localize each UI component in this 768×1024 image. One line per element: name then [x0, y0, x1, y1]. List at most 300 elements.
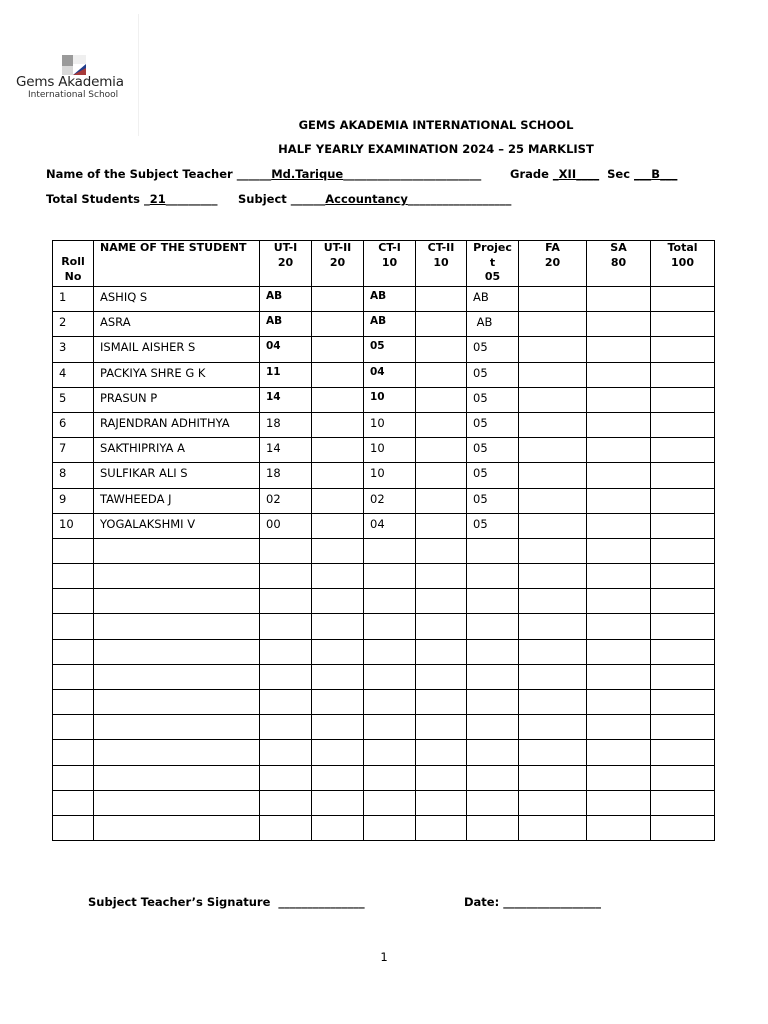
column-header: [260, 241, 312, 287]
table-cell: [416, 740, 467, 765]
table-cell: 05: [467, 387, 519, 412]
table-cell: SULFIKAR ALI S: [94, 463, 260, 488]
table-cell: [587, 513, 651, 538]
table-cell: [53, 690, 94, 715]
table-cell: [312, 790, 364, 815]
table-cell: [519, 287, 587, 312]
column-header-label: UT-II 20: [323, 241, 352, 269]
subject-line: [238, 192, 511, 206]
table-cell: [651, 387, 715, 412]
table-cell: [587, 538, 651, 563]
table-cell: [312, 740, 364, 765]
table-cell: AB: [467, 287, 519, 312]
table-body: [53, 287, 715, 841]
table-cell: [94, 564, 260, 589]
table-cell: [312, 639, 364, 664]
table-cell: [260, 740, 312, 765]
exam-title: HALF YEARLY EXAMINATION 2024 – 25 MARKLIST: [278, 142, 594, 156]
table-cell: [416, 412, 467, 437]
table-cell: [651, 589, 715, 614]
table-cell: [364, 715, 416, 740]
table-cell: [416, 790, 467, 815]
table-cell: [260, 790, 312, 815]
sec-blank-post: ___: [660, 167, 678, 181]
table-cell: [587, 362, 651, 387]
table-cell: [519, 589, 587, 614]
table-row: [53, 589, 715, 614]
table-cell: [467, 614, 519, 639]
table-cell: [94, 639, 260, 664]
total-value: 21: [149, 192, 166, 206]
table-cell: [519, 438, 587, 463]
column-header: [94, 241, 260, 287]
table-cell: 10: [364, 387, 416, 412]
table-cell: 02: [364, 488, 416, 513]
column-header: [651, 241, 715, 287]
table-header-row: [53, 241, 715, 287]
logo-name: Gems Akademia: [16, 74, 124, 90]
table-cell: [364, 815, 416, 840]
table-cell: [651, 538, 715, 563]
teacher-blank-post: ________________________: [343, 167, 482, 181]
table-cell: [519, 765, 587, 790]
table-cell: [94, 614, 260, 639]
table-cell: [416, 538, 467, 563]
column-header-label: Roll No: [61, 255, 85, 283]
table-cell: 00: [260, 513, 312, 538]
table-cell: [312, 715, 364, 740]
column-header-label: FA 20: [544, 241, 561, 269]
table-row: [53, 387, 715, 412]
table-cell: [519, 740, 587, 765]
table-cell: [416, 765, 467, 790]
table-cell: [312, 815, 364, 840]
table-cell: [467, 538, 519, 563]
table-cell: [416, 690, 467, 715]
marklist-table: [52, 240, 715, 841]
table-cell: [312, 463, 364, 488]
column-header-label: Total 100: [667, 241, 698, 269]
sec-blank-pre: ___: [634, 167, 652, 181]
table-cell: [467, 564, 519, 589]
table-cell: [416, 488, 467, 513]
column-header: [364, 241, 416, 287]
table-cell: [416, 362, 467, 387]
table-cell: 1: [53, 287, 94, 312]
table-cell: [519, 488, 587, 513]
table-cell: [587, 337, 651, 362]
table-row: [53, 790, 715, 815]
grade-value: XII: [558, 167, 577, 181]
teacher-blank-pre: ______: [236, 167, 272, 181]
table-cell: [519, 690, 587, 715]
table-cell: [519, 664, 587, 689]
column-header: [416, 241, 467, 287]
table-cell: [260, 690, 312, 715]
table-cell: 05: [467, 488, 519, 513]
table-cell: [519, 387, 587, 412]
table-cell: [416, 639, 467, 664]
table-cell: [651, 513, 715, 538]
table-cell: [94, 664, 260, 689]
table-cell: [519, 412, 587, 437]
table-cell: 10: [53, 513, 94, 538]
subject-blank-post: __________________: [407, 192, 512, 206]
table-cell: 05: [364, 337, 416, 362]
table-row: [53, 488, 715, 513]
table-cell: [416, 287, 467, 312]
table-cell: 8: [53, 463, 94, 488]
table-cell: 10: [364, 463, 416, 488]
table-cell: [312, 362, 364, 387]
table-cell: [587, 564, 651, 589]
table-cell: [651, 614, 715, 639]
table-cell: [587, 715, 651, 740]
table-cell: [587, 740, 651, 765]
column-header-label: SA 80: [610, 241, 627, 269]
table-cell: 10: [364, 438, 416, 463]
table-cell: [312, 765, 364, 790]
table-cell: [467, 589, 519, 614]
table-cell: [651, 488, 715, 513]
column-header: [312, 241, 364, 287]
table-cell: [587, 312, 651, 337]
table-cell: [260, 538, 312, 563]
table-cell: YOGALAKSHMI V: [94, 513, 260, 538]
table-cell: [364, 589, 416, 614]
table-cell: 18: [260, 463, 312, 488]
table-cell: [364, 690, 416, 715]
table-row: [53, 412, 715, 437]
table-cell: [312, 337, 364, 362]
table-row: [53, 614, 715, 639]
table-cell: [312, 488, 364, 513]
table-cell: [416, 463, 467, 488]
table-cell: 05: [467, 337, 519, 362]
table-cell: [53, 589, 94, 614]
subject-label: Subject: [238, 192, 287, 206]
table-cell: 10: [364, 412, 416, 437]
page-number: 1: [380, 950, 388, 964]
date-label: Date:: [464, 895, 500, 909]
table-cell: [651, 412, 715, 437]
table-cell: [587, 589, 651, 614]
table-cell: [519, 312, 587, 337]
table-cell: [416, 312, 467, 337]
table-row: [53, 690, 715, 715]
table-cell: [94, 589, 260, 614]
table-cell: [467, 765, 519, 790]
table-cell: [260, 614, 312, 639]
table-cell: [260, 589, 312, 614]
table-cell: [364, 538, 416, 563]
table-cell: [651, 463, 715, 488]
column-header-label: Projec t 05: [473, 241, 512, 283]
table-cell: 04: [260, 337, 312, 362]
table-cell: [260, 715, 312, 740]
table-cell: 04: [364, 513, 416, 538]
table-cell: [53, 564, 94, 589]
table-row: [53, 564, 715, 589]
table-cell: [94, 690, 260, 715]
table-cell: [364, 639, 416, 664]
table-cell: 6: [53, 412, 94, 437]
table-cell: 05: [467, 513, 519, 538]
table-cell: 05: [467, 438, 519, 463]
table-cell: 7: [53, 438, 94, 463]
table-cell: [416, 337, 467, 362]
sec-value: B: [651, 167, 661, 181]
table-cell: [651, 765, 715, 790]
table-cell: ASHIQ S: [94, 287, 260, 312]
subject-value: Accountancy: [325, 192, 408, 206]
table-cell: [94, 538, 260, 563]
table-cell: [260, 639, 312, 664]
column-header: [53, 241, 94, 287]
table-cell: [94, 765, 260, 790]
logo-subtitle: International School: [28, 90, 119, 100]
table-cell: [587, 438, 651, 463]
table-cell: [467, 715, 519, 740]
table-cell: AB: [260, 287, 312, 312]
table-cell: [651, 337, 715, 362]
table-cell: [53, 790, 94, 815]
table-cell: [651, 564, 715, 589]
table-cell: AB: [260, 312, 312, 337]
table-cell: [587, 387, 651, 412]
table-row: [53, 815, 715, 840]
table-cell: PRASUN P: [94, 387, 260, 412]
table-cell: [53, 639, 94, 664]
table-row: [53, 438, 715, 463]
table-cell: [587, 790, 651, 815]
table-cell: ASRA: [94, 312, 260, 337]
table-cell: 18: [260, 412, 312, 437]
table-row: [53, 287, 715, 312]
table-cell: [587, 614, 651, 639]
table-row: [53, 639, 715, 664]
table-cell: [519, 614, 587, 639]
table-cell: 02: [260, 488, 312, 513]
column-header: [467, 241, 519, 287]
table-cell: [587, 664, 651, 689]
grade-blank-pre: _: [552, 167, 559, 181]
table-cell: [651, 740, 715, 765]
table-cell: [312, 438, 364, 463]
table-cell: [587, 412, 651, 437]
table-cell: [587, 690, 651, 715]
column-header-label: NAME OF THE STUDENT: [100, 241, 247, 254]
table-cell: [94, 715, 260, 740]
table-cell: [312, 614, 364, 639]
total-blank-post: _________: [165, 192, 218, 206]
table-cell: [651, 639, 715, 664]
table-cell: [467, 690, 519, 715]
table-cell: 14: [260, 438, 312, 463]
table-cell: SAKTHIPRIYA A: [94, 438, 260, 463]
table-cell: [53, 538, 94, 563]
table-cell: [53, 715, 94, 740]
table-cell: [94, 790, 260, 815]
table-cell: [312, 664, 364, 689]
table-cell: [416, 387, 467, 412]
date-line: _________________: [503, 895, 601, 909]
table-cell: [364, 790, 416, 815]
table-cell: [587, 765, 651, 790]
total-label: Total Students: [46, 192, 140, 206]
table-cell: [364, 614, 416, 639]
table-cell: 9: [53, 488, 94, 513]
table-row: [53, 765, 715, 790]
table-cell: [519, 538, 587, 563]
column-header: [587, 241, 651, 287]
table-cell: [467, 664, 519, 689]
column-header: [519, 241, 587, 287]
table-row: [53, 362, 715, 387]
table-cell: [651, 312, 715, 337]
table-row: [53, 664, 715, 689]
table-row: [53, 538, 715, 563]
table-cell: 05: [467, 463, 519, 488]
table-cell: AB: [364, 312, 416, 337]
table-cell: [519, 790, 587, 815]
table-cell: [53, 614, 94, 639]
table-cell: AB: [467, 312, 519, 337]
table-cell: 04: [364, 362, 416, 387]
table-cell: [519, 815, 587, 840]
table-cell: [364, 664, 416, 689]
table-cell: [587, 463, 651, 488]
table-cell: [416, 664, 467, 689]
logo-emblem-icon: [62, 55, 86, 75]
table-cell: [260, 815, 312, 840]
table-cell: [416, 589, 467, 614]
table-cell: [651, 438, 715, 463]
teacher-line: [46, 167, 481, 181]
table-row: [53, 513, 715, 538]
table-cell: [467, 639, 519, 664]
table-cell: [312, 538, 364, 563]
table-cell: [416, 513, 467, 538]
table-cell: [651, 690, 715, 715]
signature-label: Subject Teacher’s Signature: [88, 895, 271, 909]
sec-label: Sec: [607, 167, 631, 181]
table-cell: [587, 639, 651, 664]
date-field: [464, 895, 601, 909]
table-cell: RAJENDRAN ADHITHYA: [94, 412, 260, 437]
table-cell: [312, 287, 364, 312]
table-cell: [519, 463, 587, 488]
table-cell: [53, 740, 94, 765]
table-cell: 11: [260, 362, 312, 387]
table-cell: [587, 815, 651, 840]
table-cell: [260, 765, 312, 790]
table-cell: [53, 664, 94, 689]
table-cell: [467, 815, 519, 840]
table-cell: [651, 715, 715, 740]
signature-field: [88, 895, 365, 909]
table-cell: [651, 664, 715, 689]
table-cell: [312, 513, 364, 538]
table-row: [53, 715, 715, 740]
table-cell: [312, 412, 364, 437]
table-cell: [416, 614, 467, 639]
table-cell: [94, 740, 260, 765]
table-cell: [587, 287, 651, 312]
grade-sec-line: [510, 167, 677, 181]
table-cell: [519, 362, 587, 387]
table-cell: [94, 815, 260, 840]
table-row: [53, 463, 715, 488]
table-cell: [467, 790, 519, 815]
table-cell: [416, 815, 467, 840]
table-cell: 3: [53, 337, 94, 362]
column-header-label: UT-I 20: [273, 241, 298, 269]
table-cell: [364, 765, 416, 790]
table-cell: TAWHEEDA J: [94, 488, 260, 513]
table-cell: 2: [53, 312, 94, 337]
subject-blank-pre: ______: [290, 192, 326, 206]
table-cell: [312, 387, 364, 412]
table-cell: PACKIYA SHRE G K: [94, 362, 260, 387]
table-cell: [364, 740, 416, 765]
table-cell: AB: [364, 287, 416, 312]
table-cell: 14: [260, 387, 312, 412]
table-cell: [519, 715, 587, 740]
column-header-label: CT-I 10: [378, 241, 401, 269]
table-row: [53, 740, 715, 765]
table-cell: 4: [53, 362, 94, 387]
table-cell: [260, 664, 312, 689]
school-title: GEMS AKADEMIA INTERNATIONAL SCHOOL: [298, 118, 574, 132]
table-cell: [53, 815, 94, 840]
table-cell: [519, 513, 587, 538]
table-cell: [651, 362, 715, 387]
table-cell: [53, 765, 94, 790]
table-cell: [416, 564, 467, 589]
table-cell: 05: [467, 362, 519, 387]
total-students-line: [46, 192, 217, 206]
table-cell: 5: [53, 387, 94, 412]
total-blank-pre: _: [143, 192, 150, 206]
grade-blank-post: ____: [576, 167, 600, 181]
table-cell: [651, 790, 715, 815]
table-cell: [416, 438, 467, 463]
table-cell: [587, 488, 651, 513]
table-cell: [519, 564, 587, 589]
table-cell: [312, 589, 364, 614]
teacher-label: Name of the Subject Teacher: [46, 167, 233, 181]
table-cell: [467, 740, 519, 765]
table-cell: 05: [467, 412, 519, 437]
grade-label: Grade: [510, 167, 549, 181]
table-cell: [651, 287, 715, 312]
table-cell: [312, 312, 364, 337]
table-cell: [260, 564, 312, 589]
teacher-value: Md.Tarique: [271, 167, 344, 181]
table-cell: [519, 639, 587, 664]
table-row: [53, 312, 715, 337]
table-cell: [416, 715, 467, 740]
table-cell: [312, 564, 364, 589]
table-cell: [364, 564, 416, 589]
table-cell: [651, 815, 715, 840]
table-cell: [312, 690, 364, 715]
column-header-label: CT-II 10: [427, 241, 455, 269]
signature-line: _______________: [278, 895, 365, 909]
table-cell: [519, 337, 587, 362]
table-row: [53, 337, 715, 362]
